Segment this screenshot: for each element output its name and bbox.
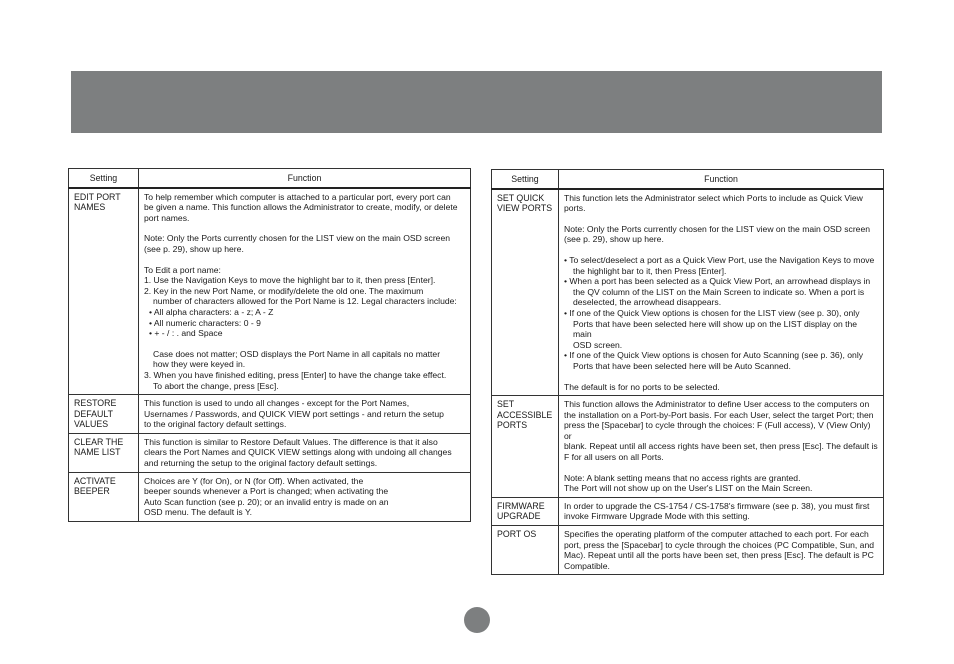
description-line: Auto Scan function (see p. 20); or an invalid entry is made on an (144, 496, 389, 507)
setting-name-cell (69, 433, 139, 472)
description-line: be given a name. This function allows the Administrator to create, modify, or delete (144, 202, 458, 213)
description-line: Note: Only the Ports currently chosen for the LIST view on the main OSD screen (144, 233, 451, 244)
description-line: how they were keyed in. (153, 359, 246, 370)
function-description-cell (139, 472, 471, 521)
function-description-cell (559, 189, 884, 396)
setting-name-cell (492, 396, 559, 498)
function-description-cell (139, 433, 471, 472)
function-description-cell (139, 395, 471, 434)
paragraph-gap (564, 245, 878, 255)
setting-name-cell (492, 189, 559, 396)
table-body (492, 189, 884, 575)
table-row (492, 189, 884, 396)
description-line: blank. Repeat until all access rights have been set, then press [Esc]. The default is (564, 441, 878, 452)
setting-name-line: EDIT PORT (74, 191, 121, 202)
description-line: In order to upgrade the CS-1754 / CS-1758's firmware (see p. 38), you must first (564, 500, 870, 511)
setting-name-line: NAME LIST (74, 447, 121, 458)
description-line: number of characters allowed for the Port Name is 12. Legal characters include: (153, 296, 457, 307)
description-line: F for all users on all Ports. (564, 452, 664, 463)
setting-name-line: DEFAULT (74, 408, 113, 419)
table-header-row (492, 170, 884, 189)
description-line: the installation on a Port-by-Port basis. For each User, select the target Port; then (564, 409, 874, 420)
description-line: port, press the [Spacebar] to cycle through the choices (PC Compatible, Sun, and (564, 539, 875, 550)
description-line: OSD screen. (573, 339, 623, 350)
setting-name-line: PORT OS (497, 529, 537, 540)
header-banner (71, 71, 882, 133)
description-line: and returning the setup to the original factory default settings. (144, 458, 378, 469)
setting-name-line: BEEPER (74, 486, 110, 497)
description-line: Ports that have been selected here will be Auto Scanned. (573, 360, 791, 371)
description-line: invoke Firmware Upgrade Mode with this setting. (564, 511, 750, 522)
description-line: 1. Use the Navigation Keys to move the highlight bar to it, then press [Enter]. (144, 275, 436, 286)
table-row (69, 188, 471, 395)
description-line: This function is used to undo all changes - except for the Port Names, (144, 398, 410, 409)
page-number-badge (464, 607, 490, 633)
description-line: the QV column of the LIST on the Main Screen to indicate so. When a port is (573, 286, 865, 297)
description-line: Note: Only the Ports currently chosen for the LIST view on the main OSD screen (564, 223, 871, 234)
setting-name-cell (492, 526, 559, 575)
description-line: deselected, the arrowhead disappears. (573, 297, 722, 308)
description-line: • If one of the Quick View options is chosen for Auto Scanning (see p. 36), only (564, 350, 864, 361)
description-line: Ports that have been selected here will show up on the LIST display on the main (573, 318, 858, 340)
setting-name-line: CLEAR THE (74, 436, 124, 447)
setting-name-line: VIEW PORTS (497, 203, 553, 214)
setting-name-cell (69, 188, 139, 395)
description-line: port names. (144, 212, 190, 223)
function-description-cell (559, 396, 884, 498)
description-line: To abort the change, press [Esc]. (153, 380, 279, 391)
table-row (492, 526, 884, 575)
table-row (69, 472, 471, 521)
settings-table-left (68, 168, 471, 522)
function-column-header: Function (139, 169, 471, 188)
settings-table-right (491, 169, 884, 575)
table-body (69, 188, 471, 522)
setting-name-line: PORTS (497, 420, 528, 431)
function-column-header: Function (559, 170, 884, 189)
description-line: 2. Key in the new Port Name, or modify/delete the old one. The maximum (144, 285, 424, 296)
description-line: • When a port has been selected as a Quick View Port, an arrowhead displays in (564, 276, 871, 287)
paragraph-gap (144, 223, 465, 233)
description-line: Compatible. (564, 560, 610, 571)
function-description-cell (559, 497, 884, 525)
description-line: Case does not matter; OSD displays the Port Name in all capitals no matter (153, 348, 441, 359)
paragraph-gap (144, 255, 465, 265)
description-line: (see p. 29), show up here. (564, 234, 664, 245)
setting-name-cell (69, 395, 139, 434)
setting-name-cell (492, 497, 559, 525)
setting-name-line: FIRMWARE (497, 500, 545, 511)
description-line: the highlight bar to it, then Press [Enter]. (573, 265, 727, 276)
setting-column-header: Setting (69, 169, 139, 188)
setting-name-line: VALUES (74, 419, 109, 430)
setting-name-cell (69, 472, 139, 521)
description-line: • + - / : . and Space (149, 328, 223, 339)
description-line: This function is similar to Restore Default Values. The difference is that it also (144, 436, 438, 447)
description-line: press the [Spacebar] to cycle through the choices: F (Full access), V (View Only) or (564, 420, 871, 441)
description-line: • To select/deselect a port as a Quick View Port, use the Navigation Keys to move (564, 254, 875, 265)
description-line: 3. When you have finished editing, press [Enter] to have the change take effect. (144, 369, 447, 380)
paragraph-gap (564, 372, 878, 382)
description-line: OSD menu. The default is Y. (144, 507, 252, 518)
description-line: Usernames / Passwords, and QUICK VIEW port settings - and return the setup (144, 408, 444, 419)
table-header-row (69, 169, 471, 188)
function-description-cell (559, 526, 884, 575)
description-line: This function allows the Administrator to define User access to the computers on (564, 399, 870, 410)
description-line: To Edit a port name: (144, 264, 221, 275)
description-line: The default is for no ports to be selected. (564, 381, 720, 392)
paragraph-gap (144, 339, 465, 349)
description-line: This function lets the Administrator select which Ports to include as Quick View (564, 192, 863, 203)
paragraph-gap (564, 463, 878, 473)
setting-name-line: NAMES (74, 202, 106, 213)
setting-name-line: SET QUICK (497, 192, 545, 203)
description-line: Mac). Repeat until all the ports have been set, then press [Esc]. The default is PC (564, 550, 874, 561)
setting-column-header: Setting (492, 170, 559, 189)
description-line: (see p. 29), show up here. (144, 243, 244, 254)
table-row (69, 395, 471, 434)
description-line: • If one of the Quick View options is chosen for the LIST view (see p. 30), only (564, 307, 860, 318)
table-row (492, 497, 884, 525)
description-line: The Port will not show up on the User's LIST on the Main Screen. (564, 483, 813, 494)
function-description-cell (139, 188, 471, 395)
description-line: to the original factory default settings. (144, 419, 287, 430)
description-line: Choices are Y (for On), or N (for Off). When activated, the (144, 475, 364, 486)
description-line: Specifies the operating platform of the computer attached to each port. For each (564, 529, 869, 540)
paragraph-gap (564, 214, 878, 224)
description-line: beeper sounds whenever a Port is changed; when activating the (144, 486, 389, 497)
description-line: To help remember which computer is attached to a particular port, every port can (144, 191, 451, 202)
description-line: clears the Port Names and QUICK VIEW settings along with undoing all changes (144, 447, 452, 458)
table-row (69, 433, 471, 472)
setting-name-line: RESTORE (74, 398, 117, 409)
description-line: Note: A blank setting means that no access rights are granted. (564, 472, 801, 483)
description-line: • All numeric characters: 0 - 9 (149, 317, 261, 328)
description-line: • All alpha characters: a - z; A - Z (149, 306, 274, 317)
description-line: ports. (564, 203, 586, 214)
setting-name-line: UPGRADE (497, 511, 541, 522)
setting-name-line: ACCESSIBLE (497, 409, 553, 420)
setting-name-line: ACTIVATE (74, 475, 116, 486)
table-row (492, 396, 884, 498)
setting-name-line: SET (497, 399, 515, 410)
